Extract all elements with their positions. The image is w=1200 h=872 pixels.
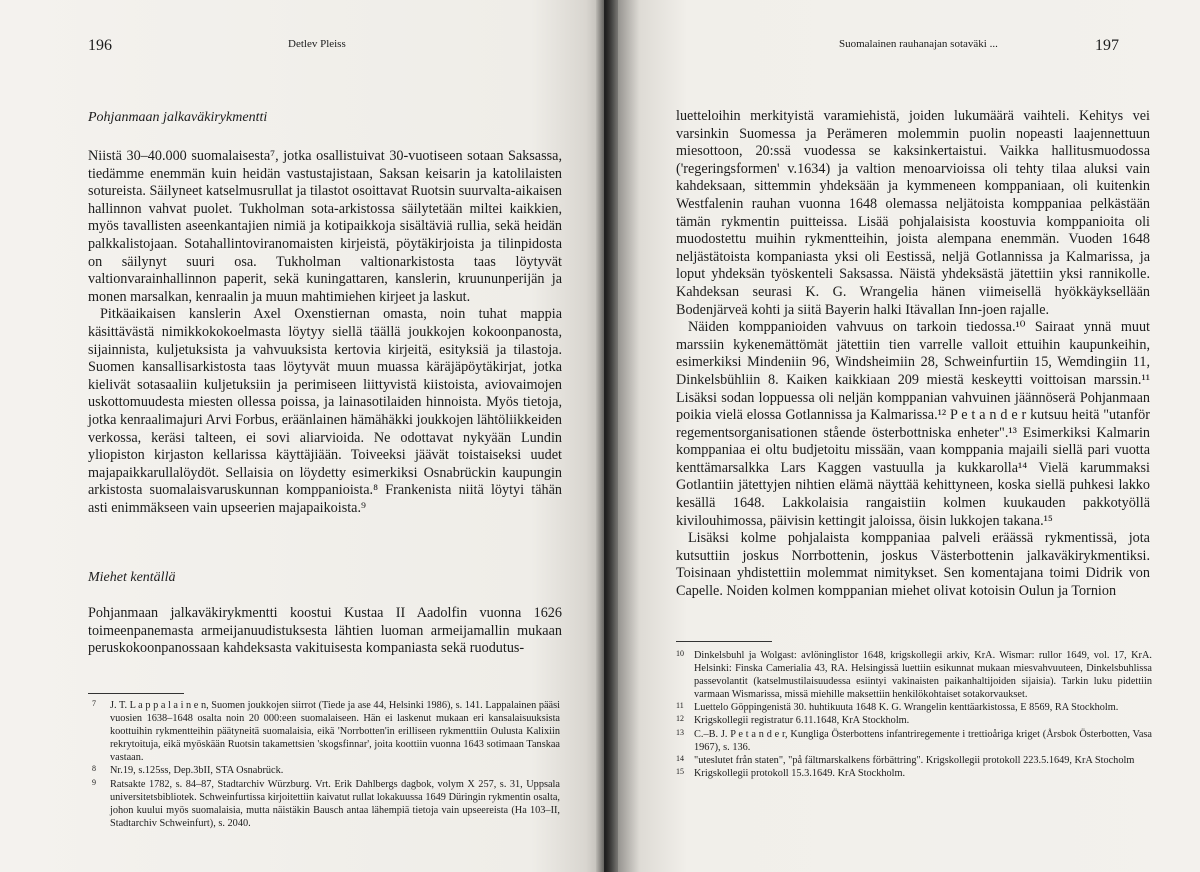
footnote [676, 649, 1152, 701]
section-title-miehet-kentalla: Miehet kentällä [88, 570, 176, 585]
footnote-rule [676, 641, 772, 642]
right-body [676, 108, 1150, 601]
section-body-miehet-kentalla [88, 605, 562, 658]
paragraph: Niistä 30–40.000 suomalaisesta⁷, jotka osallistuivat 30-vuotiseen sotaan Saksassa, tiedämme enemmän kuin heidän vastustajistaan, Saksan keisarin ja katolilaisten sotureista. Säilyneet katselmusrullat ja tilastot osoittavat Ruotsin suurvalta-aikaisen hallinnon vahvat puolet. Tukholman sota-arkistossa säilytetään miltei kaikkien, myös tavallisten aseenkantajien nimiä ja kotipaikkoja sisältäviä rullia, sekä heidän palkkalistojaan. Sotahallintoviranomaisten kirjeistä, pöytäkirjoista ja tilinpidosta on säilynyt suuri osa. Tukholman valtionarkistosta taas löytyvät valtionvarainhallinnon paperit, sekä kuningattaren, kanslerin, kruununperijän ja monen marsalkan, kenraalin ja muun mahtimiehen kirjeet ja laskut. [88, 148, 562, 305]
footnote [92, 699, 560, 764]
section-title-pohjanmaan: Pohjanmaan jalkaväkirykmentti [88, 110, 268, 125]
right-footnotes [676, 649, 1152, 780]
footnote [676, 714, 1152, 727]
footnote [676, 754, 1152, 767]
footnote-mark: 15 [676, 766, 684, 776]
section-body-pohjanmaan [88, 148, 562, 517]
footnote-mark: 11 [676, 701, 684, 711]
footnote-text: J. T. L a p p a l a i n e n, Suomen joukkojen siirrot (Tiede ja ase 44, Helsinki 1986), s. 141. Lappalainen pääsi vuosien 1638–1648 osalta noin 20 000:een suomalaiseen. Hän ei laskenut mukaan eri kansalaisuuksista koottuihin rykmentteihin päätyneitä suomalaisia, eikä 'Norrbotten'in erilliseen rykmenttiin Oulusta Kalixiin rekrytoituja, eikä myöskään Ruotsin takamettsien 'skogsfinnar', joita koottiin vuonna 1643 sotimaan Tanskaa vastaan. [110, 700, 560, 764]
footnote [92, 778, 560, 830]
footnote-text: Luettelo Göppingenistä 30. huhtikuuta 1648 K. G. Wrangelin kenttäarkistossa, E 8569, RA Stockholm. [694, 702, 1119, 714]
footnote-mark: 13 [676, 727, 684, 737]
footnote-rule [88, 693, 184, 694]
footnote-text: Ratsakte 1782, s. 84–87, Stadtarchiv Würzburg. Vrt. Erik Dahlbergs dagbok, volym X 257, s. 31, Uppsala universitetsbibliotek. Schweinfurtissa kirjoitettiin kaivatut rullat lokakuussa 1649 Düringin rykmentin osalta, johon kuului myös suomalaisia, mutta näistäkin Bausch antaa lähempiä tietoja vain upseereista (Ha 103–II, Stadtarchiv Schweinfurt), s. 2040. [110, 778, 560, 829]
footnote [676, 701, 1152, 714]
footnote [676, 728, 1152, 754]
footnote-mark: 9 [92, 777, 96, 787]
footnote-text: Nr.19, s.125ss, Dep.3bII, STA Osnabrück. [110, 765, 284, 777]
left-footnotes [92, 699, 560, 830]
footnote-text: C.–B. J. P e t a n d e r, Kungliga Österbottens infantriregemente i trettioåriga kriget (Årsbok Österbotten, Vasa 1967), s. 136. [694, 728, 1152, 753]
left-page-number: 196 [88, 37, 112, 54]
footnote-mark: 12 [676, 714, 684, 724]
right-page-number: 197 [1095, 37, 1119, 54]
right-page [604, 0, 1200, 872]
paragraph: Pitkäaikaisen kanslerin Axel Oxenstiernan omasta, noin tuhat mappia käsittävästä nimikkokokoelmasta löytyy siellä täällä joukkojen kokoonpanosta, sijainnista, kuljetuksista ja vahvuuksista kertovia kirjeitä, esityksiä ja tilastoja. Suomen kansallisarkistosta taas löytyvät muun muassa käräjäpöytäkirjat, jotka kielivät sotasaaliin kuljetuksiin ja perimiseen liittyvistä kiistoista, aviovaimojen uskottomuudesta miesten ollessa poissa, ja lainasotilaiden hinnoista. Myös tietoja, jotka kenraalimajuri Arvi Forbus, eräänlainen hämähäkki joukkojen lähtöliikkeiden verkossa, keräsi talteen, ei sovi aliarvioida. Ne odottavat nykyään Lundin yliopiston kirjaston kellarissa käyttäjiään. Toiveeksi jäävät toistaiseksi uudet majapaikkarullalöydöt. Sellaisia on löydetty esimerkiksi Osnabrückin kaupungin arkistosta suomalaisvaruskunnan komppanioista.⁸ Frankenista niitä löytyi tähän asti enimmäkseen vain upseerien majapaikoista.⁹ [88, 306, 562, 516]
footnote [92, 764, 560, 777]
footnote-mark: 8 [92, 764, 96, 774]
paragraph: Lisäksi kolme pohjalaista komppaniaa palveli eräässä rykmentissä, jota kutsuttiin joskus Norrbottenin, joskus Västerbottenin jalkaväkirykmentiksi. Toisinaan yhdistettiin molemmat nimitykset. Sen komentajana toimi Didrik von Capelle. Noiden kolmen komppanian miehet olivat kotoisin Oulun ja Tornion [676, 530, 1150, 600]
footnote-text: Krigskollegii registratur 6.11.1648, KrA Stockholm. [694, 715, 910, 727]
footnote-mark: 10 [676, 649, 684, 658]
paragraph: luetteloihin merkityistä varamiehistä, joiden lukumäärä vaihteli. Kehitys vei varsinkin Suomessa ja Perämeren molemmin puolin nopeasti laajennettuun miesottoon, 20:ssä vuodessa se kaksinkertaistui. Vaikka hallitusmuodossa ('regeringsformen' v.1634) ja valtion menoarvioissa oli tehty tilaa aluksi vain kahdeksaan, sittemmin yhdeksään ja kymmeneen komppaniaan, oli kuitenkin Westfalenin rauhan vuonna 1648 olemassa neljätoista komppaniaa pelkästään tämän rykmentin puitteissa. Lisää pohjalaisista koostuvia komppanioita oli muodostettu muihin rykmentteihin, joista alempana enemmän. Vuoden 1648 neljästätoista kompaniasta yksi oli Eestissä, neljä Gotlannissa ja Kalmarissa, ja loput yhdeksän työskenteli Saksassa. Näistä yhdeksästä jätettiin yksi rannikolle. Kahdeksan seurasi K. G. Wrangelia hänen viimeisellä hyökkäyksellään Bodenjärveä kohti ja siitä Bayerin halki Itävallan Inn-joen rajalle. [676, 108, 1150, 318]
paragraph: Näiden komppanioiden vahvuus on tarkoin tiedossa.¹⁰ Sairaat ynnä muut marssiin kykenemättömät jätettiin tien varrelle valloit ettuihin kaupunkeihin, esimerkiksi Mindeniin 96, Windsheimiin 28, Schweinfurtiin 15, Wemdingiin 11, Dinkelsbühliin 8. Kaiken kaikkiaan 209 miestä keskeytti voittoisan marssin.¹¹ Lisäksi sodan loppuessa oli neljän komppanian vahvuinen jäännöserä Pohjanmaan poikia vielä elossa Gotlannissa ja Kalmarissa.¹² P e t a n d e r kutsuu heitä "utanför regementsorganisationen stående österbottniska enheter".¹³ Esimerkiksi Kalmarin komppaniaa ei oltu budjetoitu missään, vaan komppania majaili siellä pari vuotta kenttämarsalkka Lars Kaggen vastuulla ja kukkarolla¹⁴ Vielä karummaksi Gotlantiin jätettyjen nihtien elämä näyttää kehittyneen, koska siellä puhkesi lakko kesällä 1648. Lakkolaisia rangaistiin kolmen kuukauden pakkotyöllä kivilouhimossa, päivisin kettingit jaloissa, öisin lukkojen takana.¹⁵ [676, 319, 1150, 529]
left-running-head: Detlev Pleiss [288, 38, 346, 50]
right-running-head: Suomalainen rauhanajan sotaväki ... [839, 38, 998, 50]
footnote [676, 767, 1152, 780]
footnote-text: Dinkelsbuhl ja Wolgast: avlöninglistor 1648, krigskollegii arkiv, KrA. Wismar: rullor 1649, vol. 17, KrA. Helsinki: Finska Camerialia 43, RA. Helsingissä luettiin esikunnat mukaan miesvahvuuteen, Dinkelsbuhlissa passevolantit (katselmustilaisuudessa esiintyi vakinaisten paikanhaltijoiden sijaisia). Tarkin luku pidettiin varmaan Wismarissa, missä miehille maksettiin henkilökohtaiset sotakorvaukset. [694, 650, 1152, 701]
paragraph: Pohjanmaan jalkaväkirykmentti koostui Kustaa II Aadolfin vuonna 1626 toimeenpanemasta armeijanuudistuksesta lähtien luoman armeijamallin mukaan peruskokoonpanossaan kahdeksasta vakituisesta kompaniasta sekä ruodutus- [88, 605, 562, 657]
footnote-mark: 14 [676, 753, 684, 763]
footnote-mark: 7 [92, 699, 96, 708]
footnote-text: Krigskollegii protokoll 15.3.1649. KrA Stockholm. [694, 767, 906, 779]
footnote-text: "uteslutet från staten", "på fältmarskalkens förbättring". Krigskollegii protokoll 223.5.1649, KrA Stocholm [694, 754, 1135, 766]
